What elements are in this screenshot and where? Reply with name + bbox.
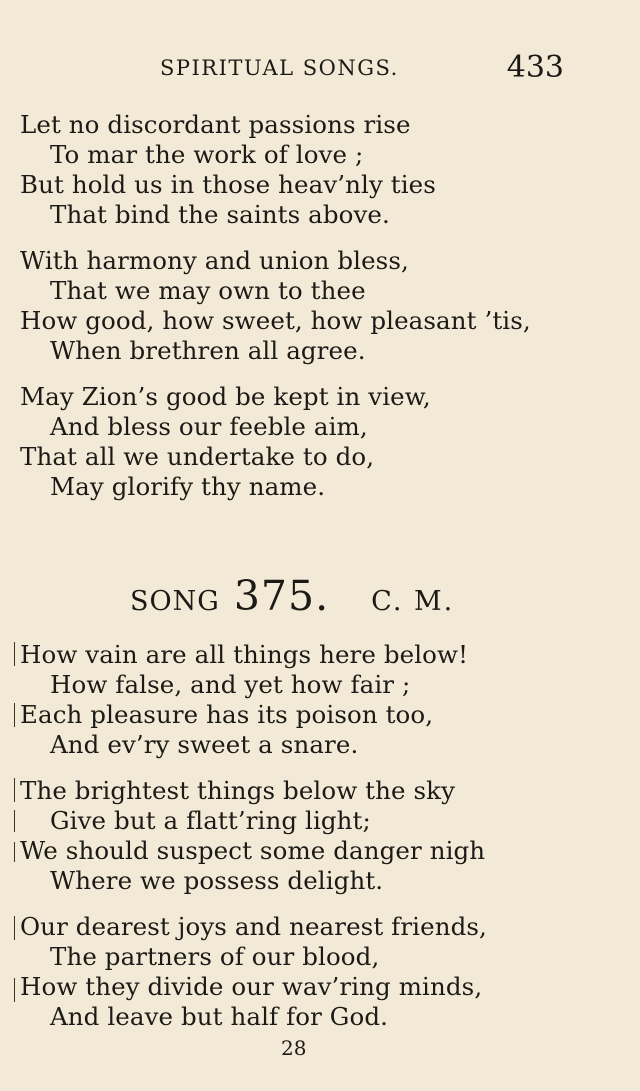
stanza-continued-3 — [20, 382, 431, 502]
verse-line: May Zion’s good be kept in view, — [20, 382, 431, 411]
song-375-stanza-3 — [20, 912, 487, 1032]
margin-mark — [14, 978, 15, 1002]
verse-line: How vain are all things here below! — [20, 640, 469, 669]
stanza-continued-2 — [20, 246, 531, 366]
verse-line: With harmony and union bless, — [20, 246, 409, 275]
song-375-stanza-2 — [20, 776, 485, 896]
page-number: 433 — [506, 50, 564, 85]
verse-line: Each pleasure has its poison too, — [20, 700, 434, 729]
verse-line: And bless our feeble aim, — [50, 412, 368, 441]
verse-line: That bind the saints above. — [50, 200, 390, 229]
margin-mark — [14, 810, 15, 832]
verse-line: That we may own to thee — [50, 276, 366, 305]
running-head: SPIRITUAL SONGS. — [160, 56, 399, 80]
verse-line: How good, how sweet, how pleasant ’tis, — [20, 306, 531, 335]
verse-line: Our dearest joys and nearest friends, — [20, 912, 487, 941]
verse-line: May glorify thy name. — [50, 472, 326, 501]
verse-line: Let no discordant passions rise — [20, 110, 411, 139]
verse-line: How false, and yet how fair ; — [50, 670, 411, 699]
verse-line: Where we possess delight. — [50, 866, 384, 895]
verse-line: The partners of our blood, — [50, 942, 380, 971]
verse-line: But hold us in those heav’nly ties — [20, 170, 436, 199]
verse-line: And ev’ry sweet a snare. — [50, 730, 359, 759]
verse-line: Give but a flatt’ring light; — [50, 806, 371, 835]
song-label: SONG — [130, 586, 220, 617]
verse-line: How they divide our wav’ring minds, — [20, 972, 483, 1001]
verse-line: We should suspect some danger nigh — [20, 836, 486, 865]
stanza-continued-1 — [20, 110, 436, 230]
margin-mark — [14, 778, 15, 802]
verse-line: When brethren all agree. — [50, 336, 366, 365]
signature-mark: 28 — [281, 1036, 307, 1060]
verse-line: And leave but half for God. — [50, 1002, 388, 1031]
song-number: 375. — [233, 572, 330, 620]
verse-line: To mar the work of love ; — [50, 140, 364, 169]
margin-mark — [14, 842, 15, 862]
song-meter: C. M. — [371, 586, 455, 617]
verse-line: The brightest things below the sky — [20, 776, 456, 805]
margin-mark — [14, 703, 15, 727]
margin-mark — [14, 916, 15, 940]
song-375-stanza-1 — [20, 640, 468, 760]
margin-mark — [14, 642, 15, 666]
song-heading — [130, 572, 454, 620]
verse-line: That all we undertake to do, — [20, 442, 375, 471]
